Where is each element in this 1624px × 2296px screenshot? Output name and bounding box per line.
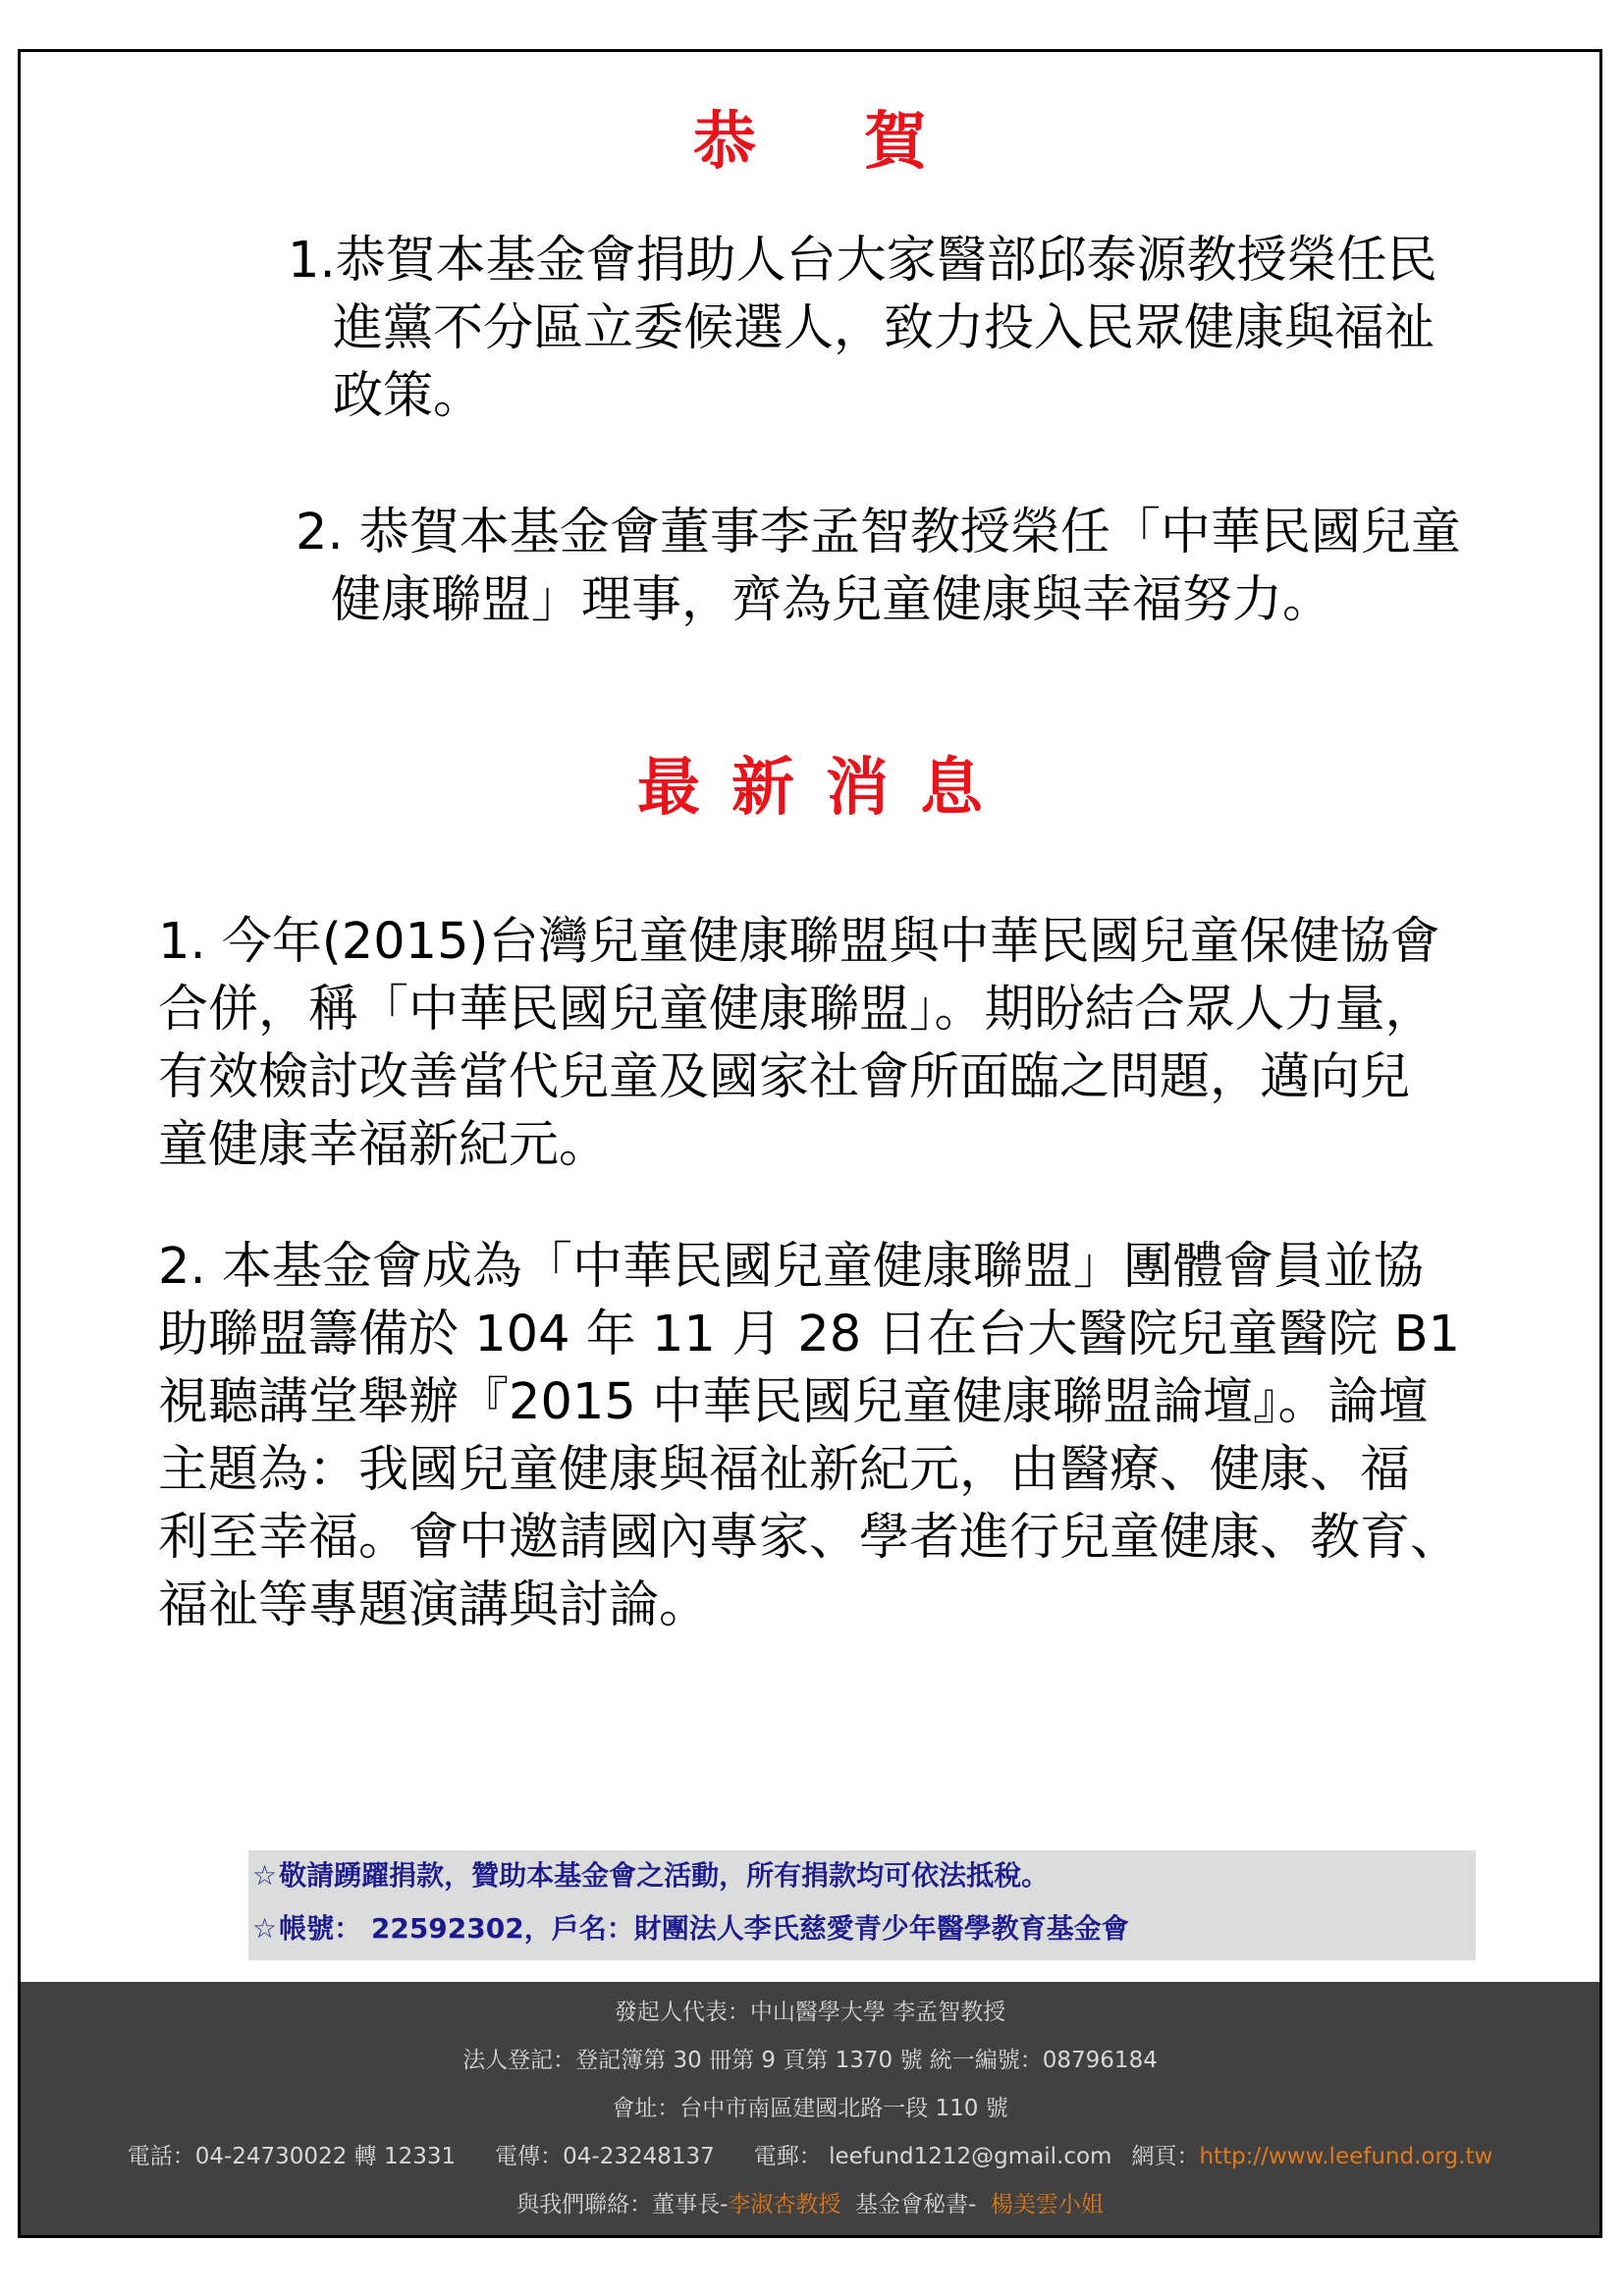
text-line: 2. 本基金會成為「中華民國兒童健康聯盟」團體會員並協 bbox=[158, 1238, 1424, 1296]
text-line: 主題為：我國兒童健康與福祉新紀元，由醫療、健康、福 bbox=[158, 1441, 1411, 1499]
congrats-item-2 bbox=[296, 499, 1461, 634]
text-line: 政策。 bbox=[333, 367, 484, 425]
text-line: 1.恭賀本基金會捐助人台大家醫部邱泰源教授榮任民 bbox=[288, 232, 1437, 290]
star-icon: ☆ bbox=[252, 1912, 278, 1945]
footer-founder: 發起人代表：中山醫學大學 李孟智教授 bbox=[614, 2000, 1006, 2025]
donation-appeal-text: 敬請踴躍捐款，贊助本基金會之活動，所有捐款均可依法抵稅。 bbox=[279, 1859, 1050, 1892]
text-line: 利至幸福。會中邀請國內專家、學者進行兒童健康、教育、 bbox=[158, 1509, 1461, 1567]
text-line: 福祉等專題演講與討論。 bbox=[158, 1576, 710, 1634]
footer-address: 會址：台中市南區建國北路一段 110 號 bbox=[612, 2096, 1008, 2121]
news-item-1 bbox=[158, 908, 1439, 1179]
news-heading: 最新消息 bbox=[637, 752, 1014, 825]
footer-contact-persons bbox=[21, 2190, 1599, 2219]
bank-account-text: 帳號： 22592302，戶名：財團法人李氏慈愛青少年醫學教育基金會 bbox=[279, 1912, 1129, 1945]
star-icon: ☆ bbox=[252, 1859, 278, 1892]
footer-contacts bbox=[21, 2142, 1599, 2171]
congrats-heading: 恭賀 bbox=[693, 106, 1035, 179]
text-line: 合併，稱「中華民國兒童健康聯盟」。期盼結合眾人力量， bbox=[158, 981, 1435, 1039]
text-line: 健康聯盟」理事，齊為兒童健康與幸福努力。 bbox=[331, 571, 1333, 629]
congrats-item-1 bbox=[288, 227, 1437, 430]
footer bbox=[21, 1982, 1599, 2238]
footer-phone: 電話：04-24730022 轉 12331 bbox=[127, 2144, 457, 2169]
bank-account bbox=[252, 1909, 1129, 1949]
donation-notice bbox=[248, 1850, 1476, 1960]
website-link[interactable]: http://www.leefund.org.tw bbox=[1199, 2144, 1493, 2169]
footer-email: 電郵： leefund1212@gmail.com bbox=[753, 2144, 1112, 2169]
news-item-2 bbox=[158, 1233, 1460, 1639]
text-line: 助聯盟籌備於 104 年 11 月 28 日在台大醫院兒童醫院 B1 bbox=[158, 1306, 1461, 1363]
text-line: 視聽講堂舉辦『2015 中華民國兒童健康聯盟論壇』。論壇 bbox=[158, 1373, 1429, 1431]
footer-web-label: 網頁： bbox=[1131, 2144, 1200, 2169]
text-line: 1. 今年(2015)台灣兒童健康聯盟與中華民國兒童保健協會 bbox=[158, 913, 1440, 971]
donation-appeal bbox=[252, 1856, 1049, 1896]
text-line: 2. 恭賀本基金會董事李孟智教授榮任「中華民國兒童 bbox=[296, 504, 1461, 561]
secretary-name: 楊美雲小姐 bbox=[990, 2192, 1104, 2217]
secretary-label: 基金會秘書- bbox=[840, 2192, 991, 2217]
text-line: 進黨不分區立委候選人，致力投入民眾健康與福祉 bbox=[333, 299, 1435, 357]
text-line: 有效檢討改善當代兒童及國家社會所面臨之問題，邁向兒 bbox=[158, 1048, 1411, 1106]
text-line: 童健康幸福新紀元。 bbox=[158, 1116, 610, 1174]
footer-registration: 法人登記：登記簿第 30 冊第 9 頁第 1370 號 統一編號：08796184 bbox=[462, 2048, 1158, 2073]
chair-name: 李淑杏教授 bbox=[728, 2192, 841, 2217]
footer-fax: 電傳：04-23248137 bbox=[495, 2144, 715, 2169]
contact-label: 與我們聯絡：董事長- bbox=[516, 2192, 729, 2217]
document-page bbox=[18, 49, 1602, 2238]
